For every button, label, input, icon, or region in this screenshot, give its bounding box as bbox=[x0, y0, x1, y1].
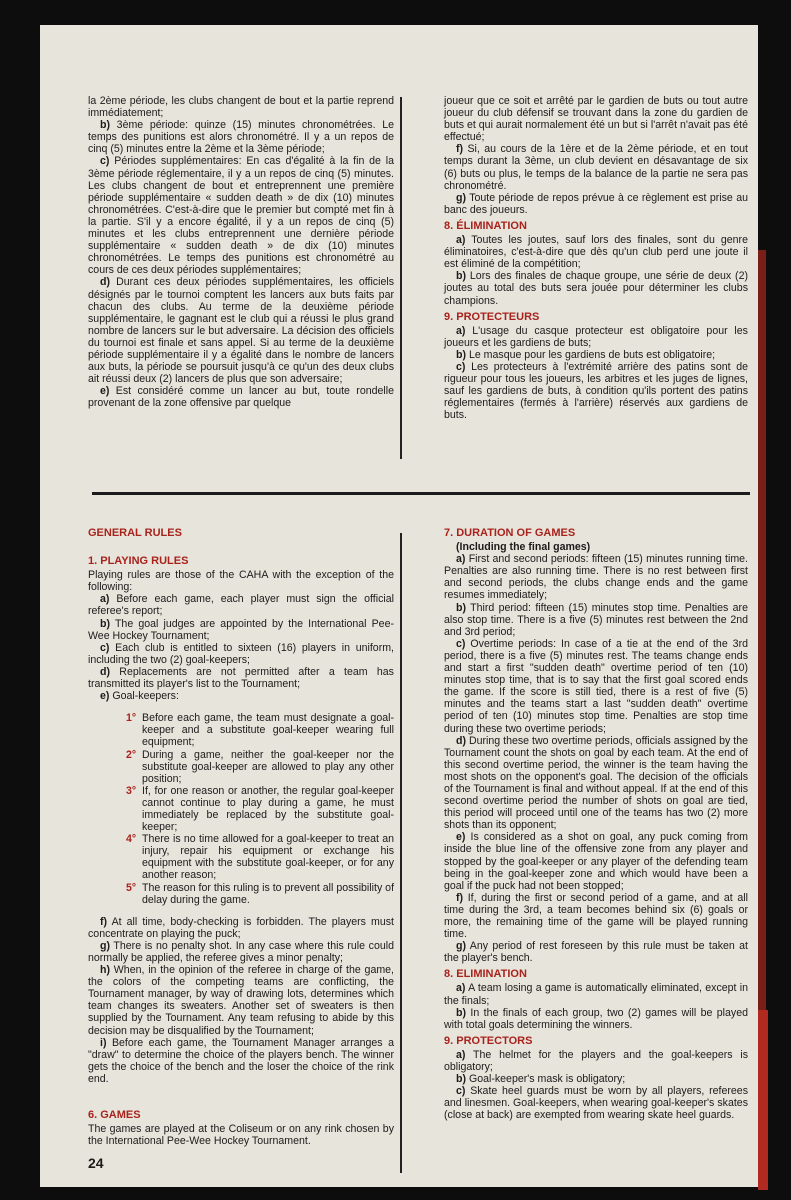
rule-item bbox=[444, 349, 748, 361]
rule-item bbox=[444, 1073, 748, 1085]
rule-item bbox=[88, 155, 394, 276]
section-divider bbox=[92, 492, 750, 495]
paragraph: la 2ème période, les clubs changent de bout et la partie reprend immédiatement; bbox=[88, 95, 394, 120]
rule-item bbox=[88, 385, 394, 409]
page-number: 24 bbox=[88, 1155, 104, 1171]
rule-item bbox=[444, 1049, 748, 1073]
section-heading: 8. ÉLIMINATION bbox=[444, 219, 527, 232]
rule-label: e) bbox=[100, 690, 110, 703]
rule-text: During these two overtime periods, officials assigned by the Tournament count the shots on goal by each team. At the end of this second overtime period, the winner is the team having the most shots on the opponent's goal. The decision of the officials of the Tournament is final and without appeal. If at the end of this second overtime period the number of shots on goal are tied, this period will proceed until one of the teams has two (2) more shots than its opponent; bbox=[444, 734, 748, 832]
rule-text: 3ème période: quinze (15) minutes chronométrées. Le temps des punitions est alors chronométré. Il y a un repos de cinq (5) minutes entre la 2ème et la 3ème période; bbox=[88, 119, 394, 156]
rule-item bbox=[444, 982, 748, 1006]
spacer bbox=[88, 702, 394, 712]
item-text: The reason for this ruling is to prevent all possibility of delay during the game. bbox=[142, 881, 395, 906]
rule-item bbox=[444, 361, 748, 421]
rule-label: a) bbox=[456, 324, 466, 337]
rule-text: L'usage du casque protecteur est obligatoire pour les joueurs et les gardiens de buts; bbox=[444, 324, 748, 349]
rule-text: Si, au cours de la 1ère et de la 2ème période, et en tout temps durant la 3ème, un club devient en désavantage de six (6) buts ou plus, le temps de la balance de la partie ne sera pas chronométré. bbox=[444, 143, 749, 192]
rule-label: a) bbox=[100, 593, 110, 606]
item-number: 3° bbox=[126, 784, 137, 797]
rule-text: Goal-keepers: bbox=[112, 690, 179, 703]
rule-label: b) bbox=[456, 1006, 466, 1019]
rule-label: f) bbox=[100, 915, 108, 928]
french-column-2 bbox=[444, 95, 748, 421]
rule-item bbox=[444, 735, 748, 832]
rule-item bbox=[88, 642, 394, 666]
rule-text: Goal-keeper's mask is obligatory; bbox=[468, 1073, 626, 1086]
rule-label: d) bbox=[100, 276, 110, 289]
rule-text: When, in the opinion of the referee in charge of the game, the colors of the competing teams are conflicting, the Tournament manager, by way of drawing lots, determines which team changes its sweaters. Another set of sweaters is then supplied by the Tournament. Any team refusing to abide by this decision may be disqualified by the Tournament; bbox=[88, 964, 394, 1037]
rule-text: Lors des finales de chaque groupe, une série de deux (2) joutes au total des buts sera jouée pour déterminer les clubs champions. bbox=[444, 270, 748, 307]
rule-item bbox=[444, 192, 748, 216]
item-number: 5° bbox=[126, 881, 137, 894]
section-heading: 9. PROTECTORS bbox=[444, 1034, 533, 1047]
rule-label: c) bbox=[456, 360, 466, 373]
numbered-item bbox=[126, 833, 394, 881]
rule-label: c) bbox=[456, 1085, 466, 1098]
rule-item bbox=[88, 618, 394, 642]
rule-text: In the finals of each group, two (2) games will be played with total goals determining the winners. bbox=[444, 1006, 748, 1031]
rule-text: Durant ces deux périodes supplémentaires, les officiels désignés par le tournoi comptent les lancers aux buts faits par chacun des clubs. Au terme de la deuxième période supplémentaire, le gagnant est le club qui a réussi le plus grand nombre de lancers sur le but adversaire. La décision des officiels du tournoi est finale et sans appel. Si au terme de la deuxième période supplémentaire il y a égalité dans le nombre de lancers aux buts, la période se poursuit jusqu'à ce qu'un des deux clubs ait réussi deux (2) lancers de plus que son adversaire; bbox=[88, 276, 394, 386]
section-subheading: (Including the final games) bbox=[456, 541, 591, 554]
section-heading: 8. ELIMINATION bbox=[444, 968, 527, 981]
rule-label: d) bbox=[100, 665, 110, 678]
rule-label: c) bbox=[456, 637, 466, 650]
rule-label: g) bbox=[456, 191, 466, 204]
rule-item bbox=[88, 1037, 394, 1085]
section-heading: 9. PROTECTEURS bbox=[444, 310, 540, 323]
rule-label: d) bbox=[456, 734, 466, 747]
spacer bbox=[88, 1085, 394, 1105]
rule-label: a) bbox=[456, 553, 466, 566]
rule-item bbox=[444, 325, 748, 349]
rule-label: b) bbox=[100, 119, 110, 132]
rule-item bbox=[444, 831, 748, 891]
rule-label: h) bbox=[100, 964, 110, 977]
rule-item bbox=[444, 270, 748, 306]
rule-label: f) bbox=[456, 891, 464, 904]
rule-text: At all time, body-checking is forbidden. The players must concentrate on playing the puck; bbox=[88, 915, 394, 940]
next-page-edge-lower bbox=[758, 1010, 768, 1190]
rule-text: Skate heel guards must be worn by all players, referees and linesmen. Goal-keepers, when wearing goal-keeper's skates (close at back) are exempted from wearing skate heel guards. bbox=[444, 1085, 748, 1122]
rule-item bbox=[444, 1085, 748, 1121]
section-heading: GENERAL RULES bbox=[88, 527, 182, 539]
rule-label: g) bbox=[456, 940, 466, 953]
rule-label: b) bbox=[100, 617, 110, 630]
rule-item bbox=[444, 1007, 748, 1031]
column-divider-bottom bbox=[400, 533, 402, 1173]
rule-item bbox=[88, 916, 394, 940]
spacer bbox=[88, 906, 394, 916]
rule-item bbox=[88, 666, 394, 690]
numbered-item bbox=[126, 785, 394, 833]
rule-text: Périodes supplémentaires: En cas d'égalité à la fin de la 3ème période réglementaire, il y a un repos de cinq (5) minutes. Les clubs changent de bout et entreprennent une première période supplémentaire « sudden death » de dix (10) minutes chronométrées. C'est-à-dire que le premier but compté met fin à la partie. S'il y a encore égalité, il y a un repos de cinq (5) minutes et les clubs entreprennent une dernière période supplémentaire « sudden death » de dix (10) minutes chronométrées. Le temps des punitions est chronométré au cours de ces deux périodes supplémentaires; bbox=[88, 155, 395, 277]
rule-label: b) bbox=[456, 1073, 466, 1086]
item-text: If, for one reason or another, the regular goal-keeper cannot continue to play during a game, he must immediately be replaced by the substitute goal-keeper; bbox=[142, 784, 394, 834]
item-text: Before each game, the team must designate a goal-keeper and a substitute goal-keeper wearing full equipment; bbox=[142, 712, 394, 749]
rule-label: b) bbox=[456, 348, 466, 361]
spacer bbox=[88, 541, 394, 551]
rule-label: i) bbox=[100, 1036, 107, 1049]
item-text: There is no time allowed for a goal-keeper to treat an injury, repair his equipment or exchange his equipment with the substitute goal-keeper, or for any another reason; bbox=[142, 833, 394, 882]
rule-label: e) bbox=[456, 831, 466, 844]
item-number: 2° bbox=[126, 748, 137, 761]
rule-item bbox=[444, 892, 748, 940]
numbered-item bbox=[126, 712, 394, 748]
item-number: 1° bbox=[126, 712, 137, 725]
numbered-item bbox=[126, 749, 394, 785]
rule-label: b) bbox=[456, 601, 466, 614]
rule-text: If, during the first or second period of a game, and at all time during the 3rd, a team becomes behind six (6) goals or more, the remaining time of the game will be played running time. bbox=[444, 891, 748, 941]
rule-label: b) bbox=[456, 270, 466, 283]
french-column-1 bbox=[88, 95, 394, 409]
rule-label: e) bbox=[100, 385, 110, 398]
rule-text: Le masque pour les gardiens de buts est obligatoire; bbox=[468, 348, 716, 361]
rule-item bbox=[444, 234, 748, 270]
rule-text: Overtime periods: In case of a tie at the end of the 3rd period, there is a five (5) minutes rest. The teams change ends and start a first "sudden death" overtime period of ten (10) minutes stop time, that is to say that the first goal scored ends the game. If the score is still tied, there is a rest of five (5) minutes and the teams start a last "sudden death" overtime period of ten (10) minutes stop time. Penalties are stop time during these two overtime periods; bbox=[444, 637, 748, 735]
rule-text: Toutes les joutes, sauf lors des finales, sont du genre éliminatoires, c'est-à-dire que dès qu'un club perd une joute il est éliminé de la compétition; bbox=[444, 234, 748, 271]
item-number: 4° bbox=[126, 833, 137, 846]
rule-text: Replacements are not permitted after a team has transmitted its player's list to the Tournament; bbox=[88, 665, 394, 691]
paragraph: The games are played at the Coliseum or on any rink chosen by the International Pee-Wee Hockey Tournament. bbox=[88, 1123, 394, 1148]
rule-item bbox=[88, 276, 394, 385]
section-heading: 7. DURATION OF GAMES bbox=[444, 527, 576, 539]
rule-item bbox=[88, 690, 394, 702]
paragraph: Playing rules are those of the CAHA with the exception of the following: bbox=[88, 569, 394, 594]
section-heading: 6. GAMES bbox=[88, 1109, 141, 1122]
rule-text: Toute période de repos prévue à ce règlement est prise au banc des joueurs. bbox=[444, 191, 748, 216]
column-divider-top bbox=[400, 97, 402, 459]
rule-label: c) bbox=[100, 641, 110, 654]
rule-text: Is considered as a shot on goal, any puck coming from inside the blue line of the offensive zone from any player and stopped by the goal-keeper or any player of the defending team being in the goal-keeper zone and which would have been a goal if the puck had not been stopped; bbox=[444, 831, 748, 892]
rule-text: The helmet for the players and the goal-keepers is obligatory; bbox=[444, 1048, 748, 1074]
english-column-2 bbox=[444, 523, 748, 1122]
english-column-1 bbox=[88, 523, 394, 1147]
rule-item bbox=[444, 940, 748, 964]
rule-label: a) bbox=[456, 982, 466, 995]
rule-text: A team losing a game is automatically eliminated, except in the finals; bbox=[444, 982, 749, 1007]
rule-text: Third period: fifteen (15) minutes stop time. Penalties are also stop time. There is a five (5) minutes rest between the 2nd and 3rd period; bbox=[444, 601, 748, 638]
rule-text: First and second periods: fifteen (15) minutes running time. Penalties are also running time. There is no rest between first and second periods, the clubs change ends and the game resumes immediately; bbox=[444, 553, 748, 602]
rule-label: a) bbox=[456, 1048, 466, 1061]
rule-item bbox=[444, 602, 748, 638]
rule-item bbox=[444, 553, 748, 601]
rule-label: g) bbox=[100, 939, 110, 952]
rule-text: There is no penalty shot. In any case where this rule could normally be applied, the referee gives a minor penalty; bbox=[88, 939, 394, 964]
rule-text: Any period of rest foreseen by this rule must be taken at the player's bench. bbox=[444, 940, 748, 965]
rule-item bbox=[88, 119, 394, 155]
paragraph: joueur que ce soit et arrêté par le gardien de buts ou tout autre joueur du club défensif se trouvant dans la zone du gardien de buts et qui aurait normalement été un but si l'arrêt n'avait pas été effectué; bbox=[444, 95, 748, 144]
item-text: During a game, neither the goal-keeper nor the substitute goal-keeper are allowed to play any other position; bbox=[142, 748, 394, 785]
rule-item bbox=[444, 143, 748, 191]
rule-text: Before each game, the Tournament Manager arranges a "draw" to determine the choice of the players bench. The winner gets the choice of the bench and the loser the choice of the rink end. bbox=[88, 1036, 394, 1085]
section-heading: 1. PLAYING RULES bbox=[88, 555, 189, 568]
rule-text: Each club is entitled to sixteen (16) players in uniform, including the two (2) goal-keepers; bbox=[88, 641, 394, 666]
rule-text: The goal judges are appointed by the International Pee-Wee Hockey Tournament; bbox=[88, 617, 394, 642]
rule-item bbox=[88, 964, 394, 1037]
rule-item bbox=[444, 638, 748, 735]
rule-text: Est considéré comme un lancer au but, toute rondelle provenant de la zone offensive par quelque bbox=[88, 385, 394, 410]
booklet-page bbox=[40, 25, 758, 1187]
rule-item bbox=[88, 593, 394, 617]
numbered-item bbox=[126, 882, 394, 906]
rule-text: Les protecteurs à l'extrémité arrière des patins sont de rigueur pour tous les joueurs, les arbitres et les juges de lignes, sauf les gardiens de buts, à condition qu'ils portent des patins réglementaires (fermés à l'arrière) réservés aux gardiens de buts. bbox=[444, 360, 748, 422]
rule-item bbox=[88, 940, 394, 964]
rule-label: f) bbox=[456, 143, 464, 156]
rule-text: Before each game, each player must sign the official referee's report; bbox=[88, 593, 395, 618]
rule-label: c) bbox=[100, 155, 110, 168]
rule-label: a) bbox=[456, 234, 466, 247]
